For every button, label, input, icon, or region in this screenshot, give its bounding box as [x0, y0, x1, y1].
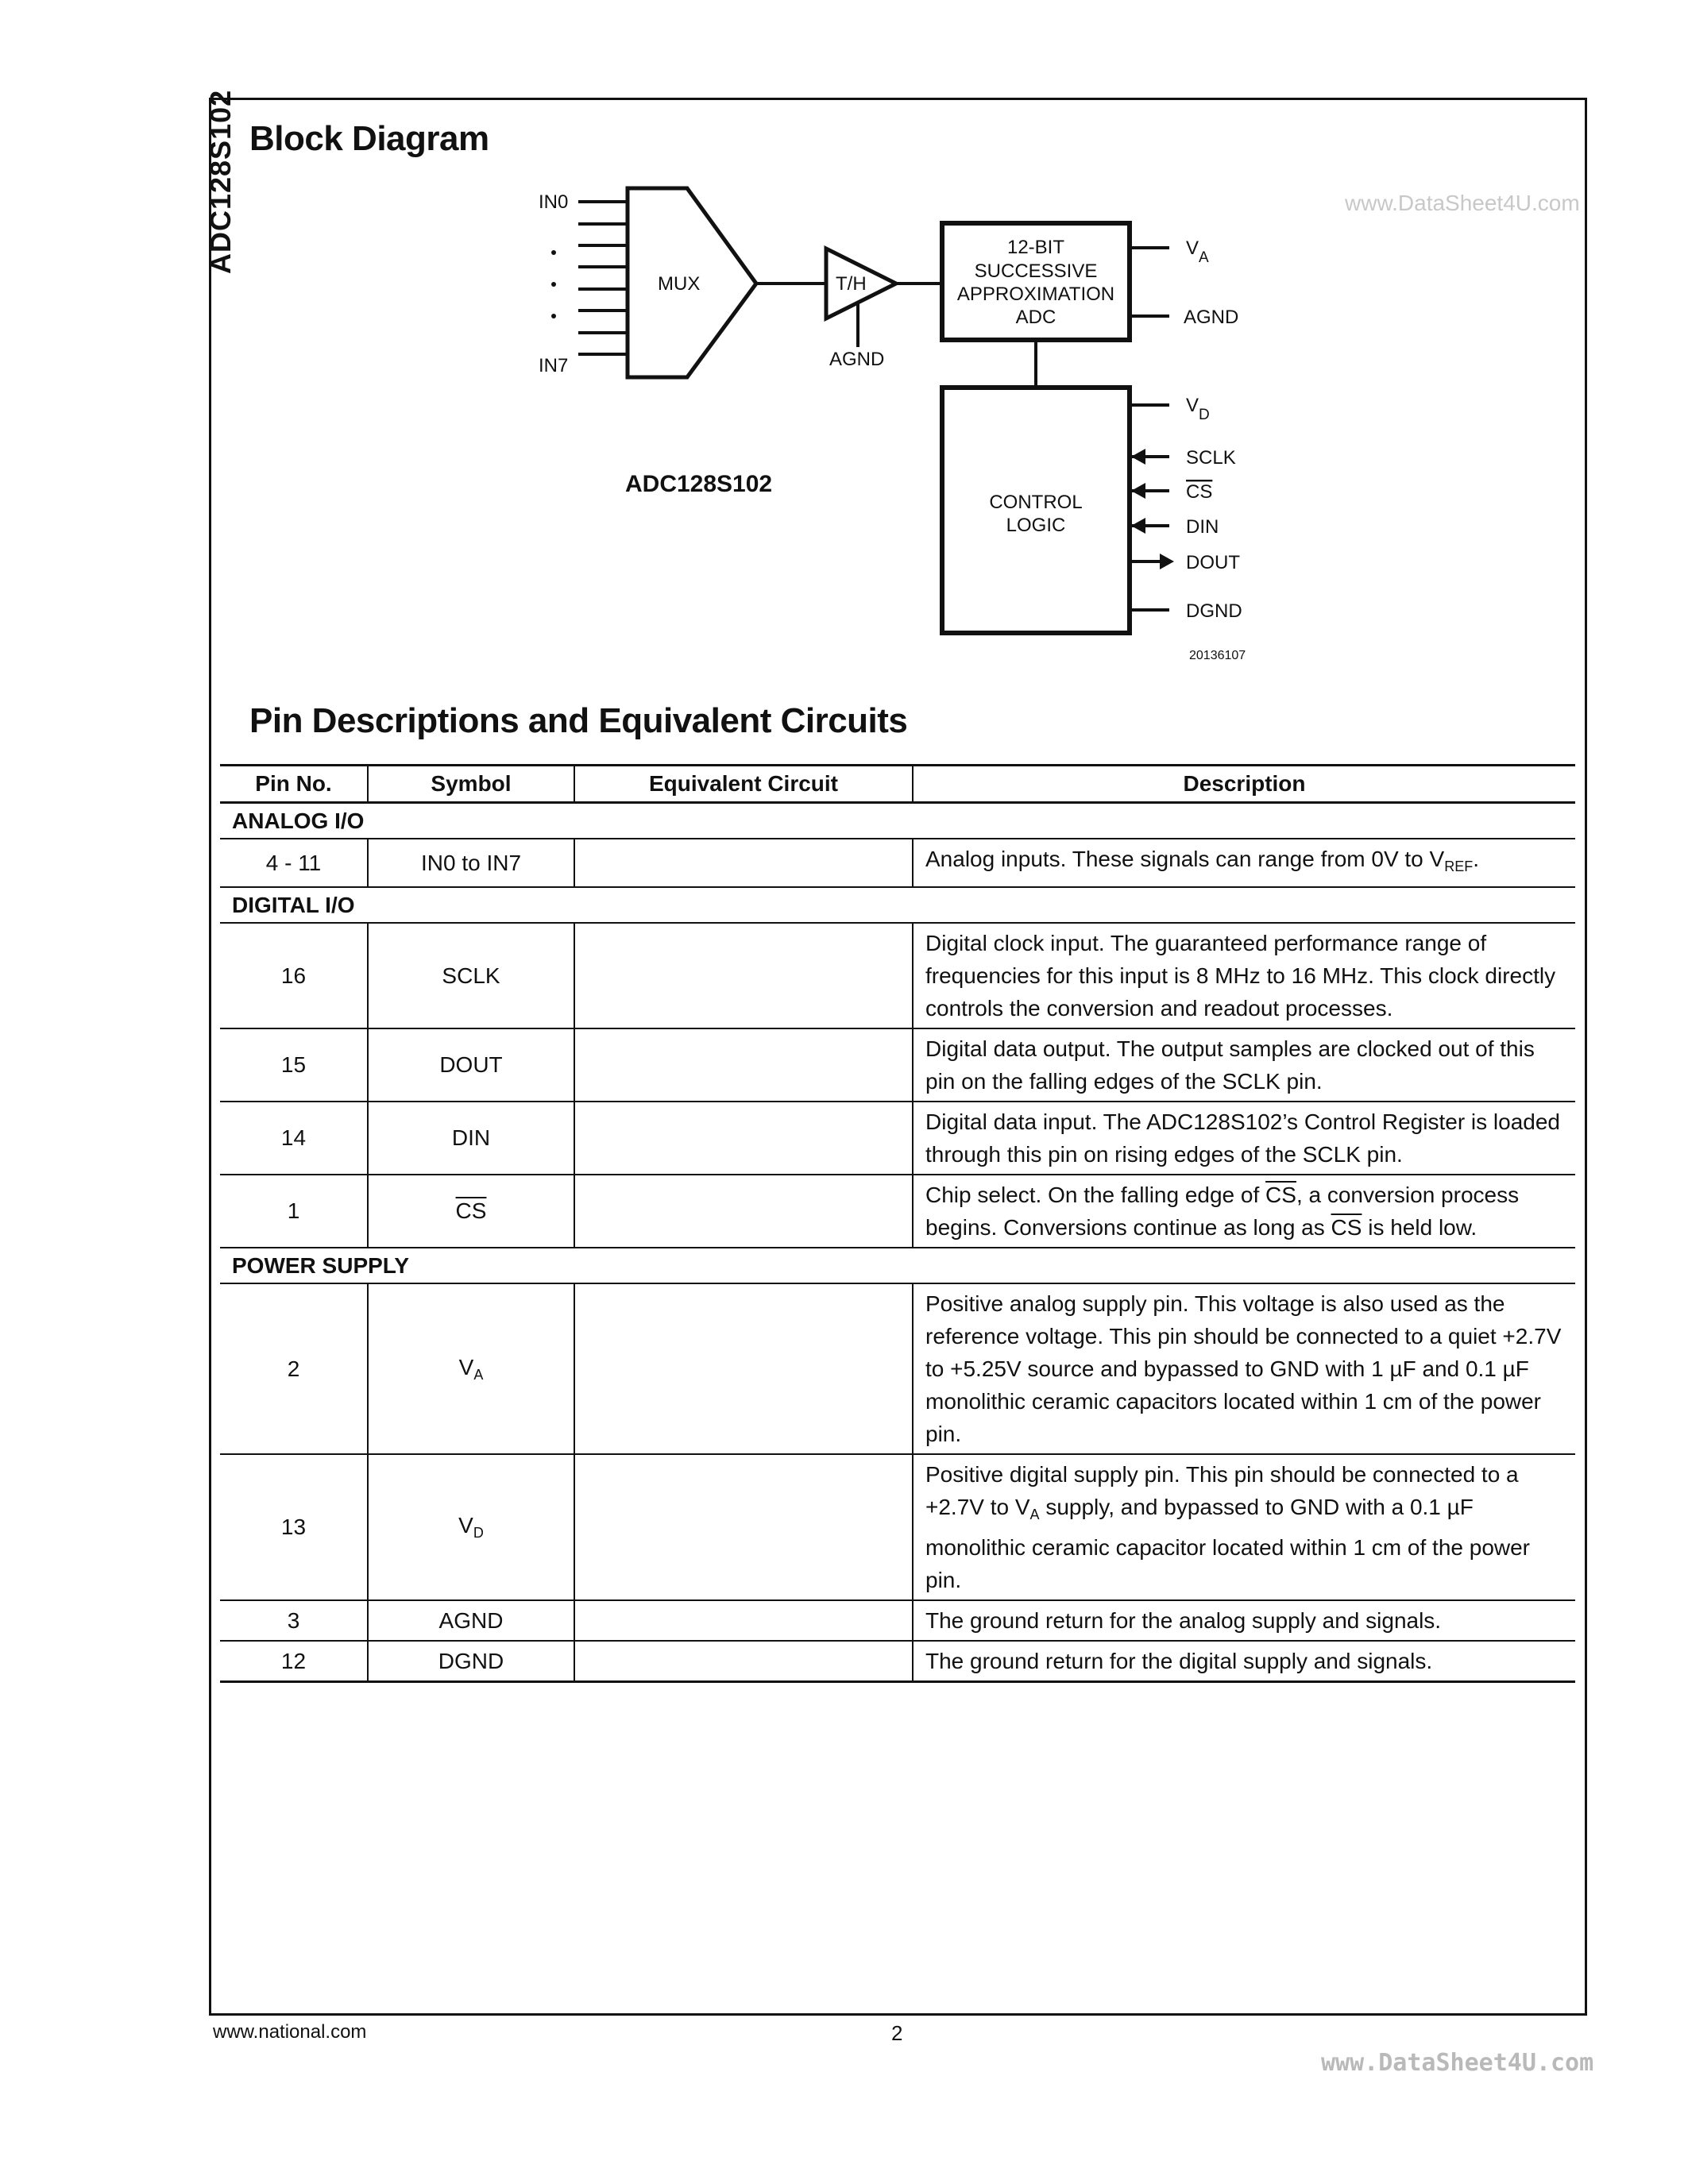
dgnd-pin-label: DGND — [1186, 600, 1242, 622]
part-label: ADC128S102 — [625, 471, 773, 497]
col-description: Description — [913, 766, 1575, 803]
vd-pin-label: $V_D$ — [1186, 395, 1210, 423]
cs-arrow-icon — [1131, 483, 1145, 499]
col-symbol: Symbol — [368, 766, 574, 803]
table-row: 16 SCLK Digital clock input. The guaranteed performance range of frequencies for this input is 8 MHz to 16 MHz. This clock directly controls the conversion and readout processes. — [220, 923, 1575, 1028]
adc-line-2: SUCCESSIVE — [974, 260, 1098, 282]
adc-line-4: ADC — [1015, 307, 1056, 328]
block-diagram-heading: Block Diagram — [249, 119, 489, 158]
page-number: 2 — [891, 2021, 903, 2045]
adc-agnd-pin-label: AGND — [1184, 307, 1239, 328]
input-in0-label: IN0 — [539, 191, 569, 213]
th-agnd-label: AGND — [829, 349, 885, 370]
table-row: 1 $\overline{CS}$ Chip select. On the falling edge of $\overline{CS}$, a conversion process begins. Conversions continue as long as $\overline{CS}$ is held low. — [220, 1175, 1575, 1248]
table-row: 15 DOUT Digital data output. The output samples are clocked out of this pin on the falling edges of the SCLK pin. — [220, 1028, 1575, 1102]
pin-descriptions-heading: Pin Descriptions and Equivalent Circuits — [249, 701, 908, 740]
watermark-top[interactable]: www.DataSheet4U.com — [1345, 191, 1580, 215]
adc-line-3: APPROXIMATION — [956, 284, 1115, 305]
group-analog-io: ANALOG I/O — [220, 803, 1575, 839]
side-part-number: ADC128S102 — [204, 89, 237, 274]
sclk-pin-label: SCLK — [1186, 447, 1236, 469]
table-row: 2 $V_A$ Positive analog supply pin. This voltage is also used as the reference voltage. This pin should be connected to a quiet +2.7V to +5.25V source and bypassed to GND with 1 µF and 0.1 µF monolithic ceramic capacitors located within 1 cm of the power pin. — [220, 1283, 1575, 1454]
control-line-2: LOGIC — [1006, 515, 1066, 536]
va-pin-label: $V_A$ — [1186, 237, 1209, 266]
table-row: 14 DIN Digital data input. The ADC128S102’s Control Register is loaded through this pin on rising edges of the SCLK pin. — [220, 1102, 1575, 1175]
sclk-arrow-icon — [1131, 449, 1145, 465]
watermark-bottom[interactable]: www.DataSheet4U.com — [1321, 2049, 1594, 2077]
input-in7-label: IN7 — [539, 355, 569, 376]
table-row: 3 AGND The ground return for the analog supply and signals. — [220, 1600, 1575, 1641]
block-diagram — [0, 0, 1688, 715]
figure-id: 20136107 — [1189, 649, 1246, 662]
adc-line-1: 12-BIT — [1006, 237, 1065, 258]
control-line-1: CONTROL — [989, 492, 1083, 513]
din-arrow-icon — [1131, 518, 1145, 534]
footer-website-link[interactable]: www.national.com — [213, 2021, 367, 2043]
col-equivalent-circuit: Equivalent Circuit — [574, 766, 913, 803]
table-row: 13 $V_D$ Positive digital supply pin. This pin should be connected to a +2.7V to $V_A$ supply, and bypassed to GND with a 0.1 µF monolithic ceramic capacitor located within 1 cm of the power pin. — [220, 1454, 1575, 1600]
din-pin-label: DIN — [1186, 516, 1219, 538]
cs-pin-label: CS — [1186, 481, 1213, 503]
col-pin-no: Pin No. — [220, 766, 368, 803]
table-row: 12 DGND The ground return for the digital supply and signals. — [220, 1641, 1575, 1682]
mux-label: MUX — [658, 273, 701, 295]
th-label: T/H — [836, 273, 867, 295]
group-power-supply: POWER SUPPLY — [220, 1248, 1575, 1283]
pin-table — [220, 764, 1575, 1683]
group-digital-io: DIGITAL I/O — [220, 887, 1575, 923]
dout-pin-label: DOUT — [1186, 552, 1240, 573]
dout-arrow-icon — [1160, 554, 1174, 569]
table-header-row — [220, 766, 1575, 803]
table-row: 4 - 11 IN0 to IN7 Analog inputs. These signals can range from 0V to $V_{REF}$. — [220, 839, 1575, 887]
